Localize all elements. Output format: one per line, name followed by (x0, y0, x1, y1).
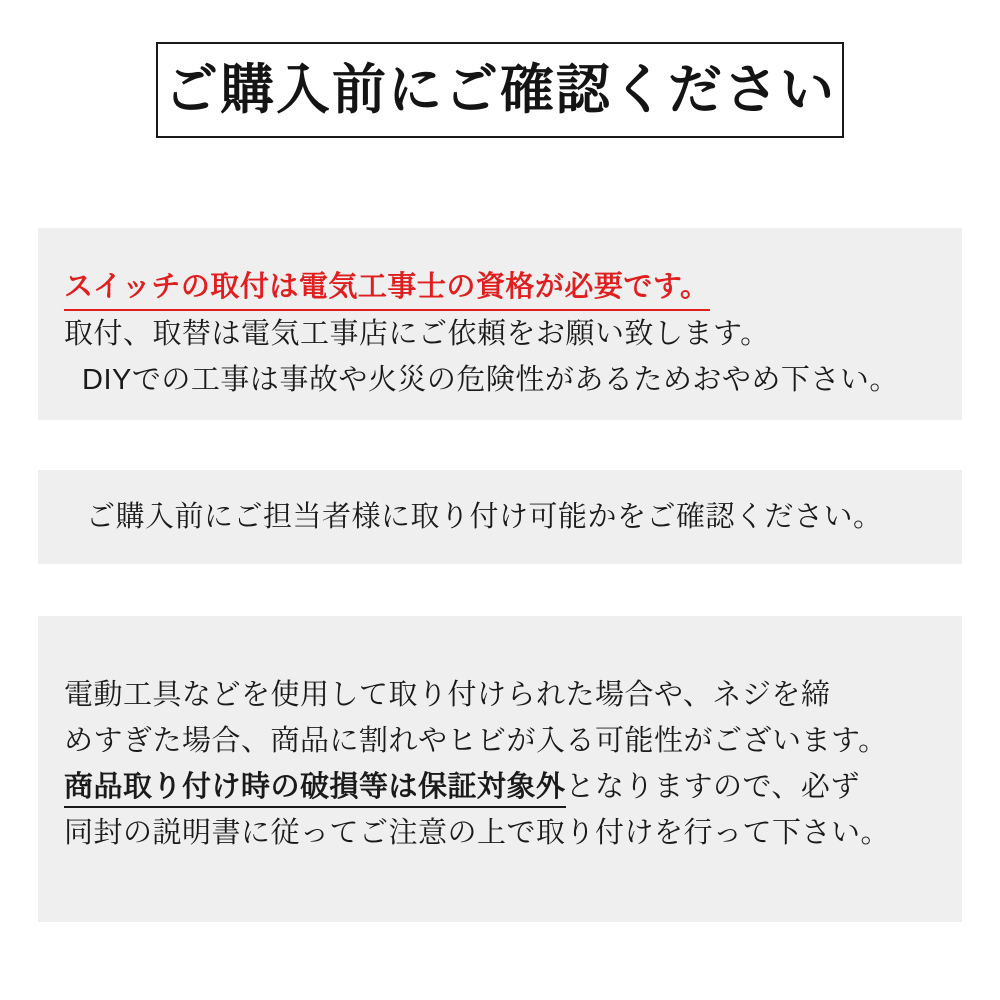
qualification-headline-text: スイッチの取付は電気工事士の資格が必要です。 (64, 267, 710, 311)
section-qualification-notice (38, 228, 962, 420)
confirm-notice-text: ご購入前にご担当者様に取り付け可能かをご確認ください。 (86, 501, 883, 533)
qualification-headline (64, 264, 936, 311)
page-title: ご購入前にご確認ください (164, 60, 836, 120)
damage-line-3-tail: となりますので、必ず (565, 771, 860, 803)
page-title-box (156, 42, 844, 138)
damage-line-1: 電動工具などを使用して取り付けられた場合や、ネジを締 (64, 679, 831, 711)
warranty-exclusion-text: 商品取り付け時の破損等は保証対象外 (64, 768, 566, 808)
qualification-line-3: DIYでの工事は事故や火災の危険性があるためおやめ下さい。 (82, 364, 899, 396)
section-confirm-notice (38, 470, 962, 564)
damage-line-2: めすぎた場合、商品に割れやヒビが入る可能性がございます。 (64, 725, 888, 757)
qualification-line-2: 取付、取替は電気工事店にご依頼をお願い致します。 (64, 318, 770, 350)
damage-line-3 (64, 764, 936, 810)
section-damage-warranty-notice (38, 616, 962, 922)
damage-line-4: 同封の説明書に従ってご注意の上で取り付けを行って下さい。 (64, 817, 891, 849)
